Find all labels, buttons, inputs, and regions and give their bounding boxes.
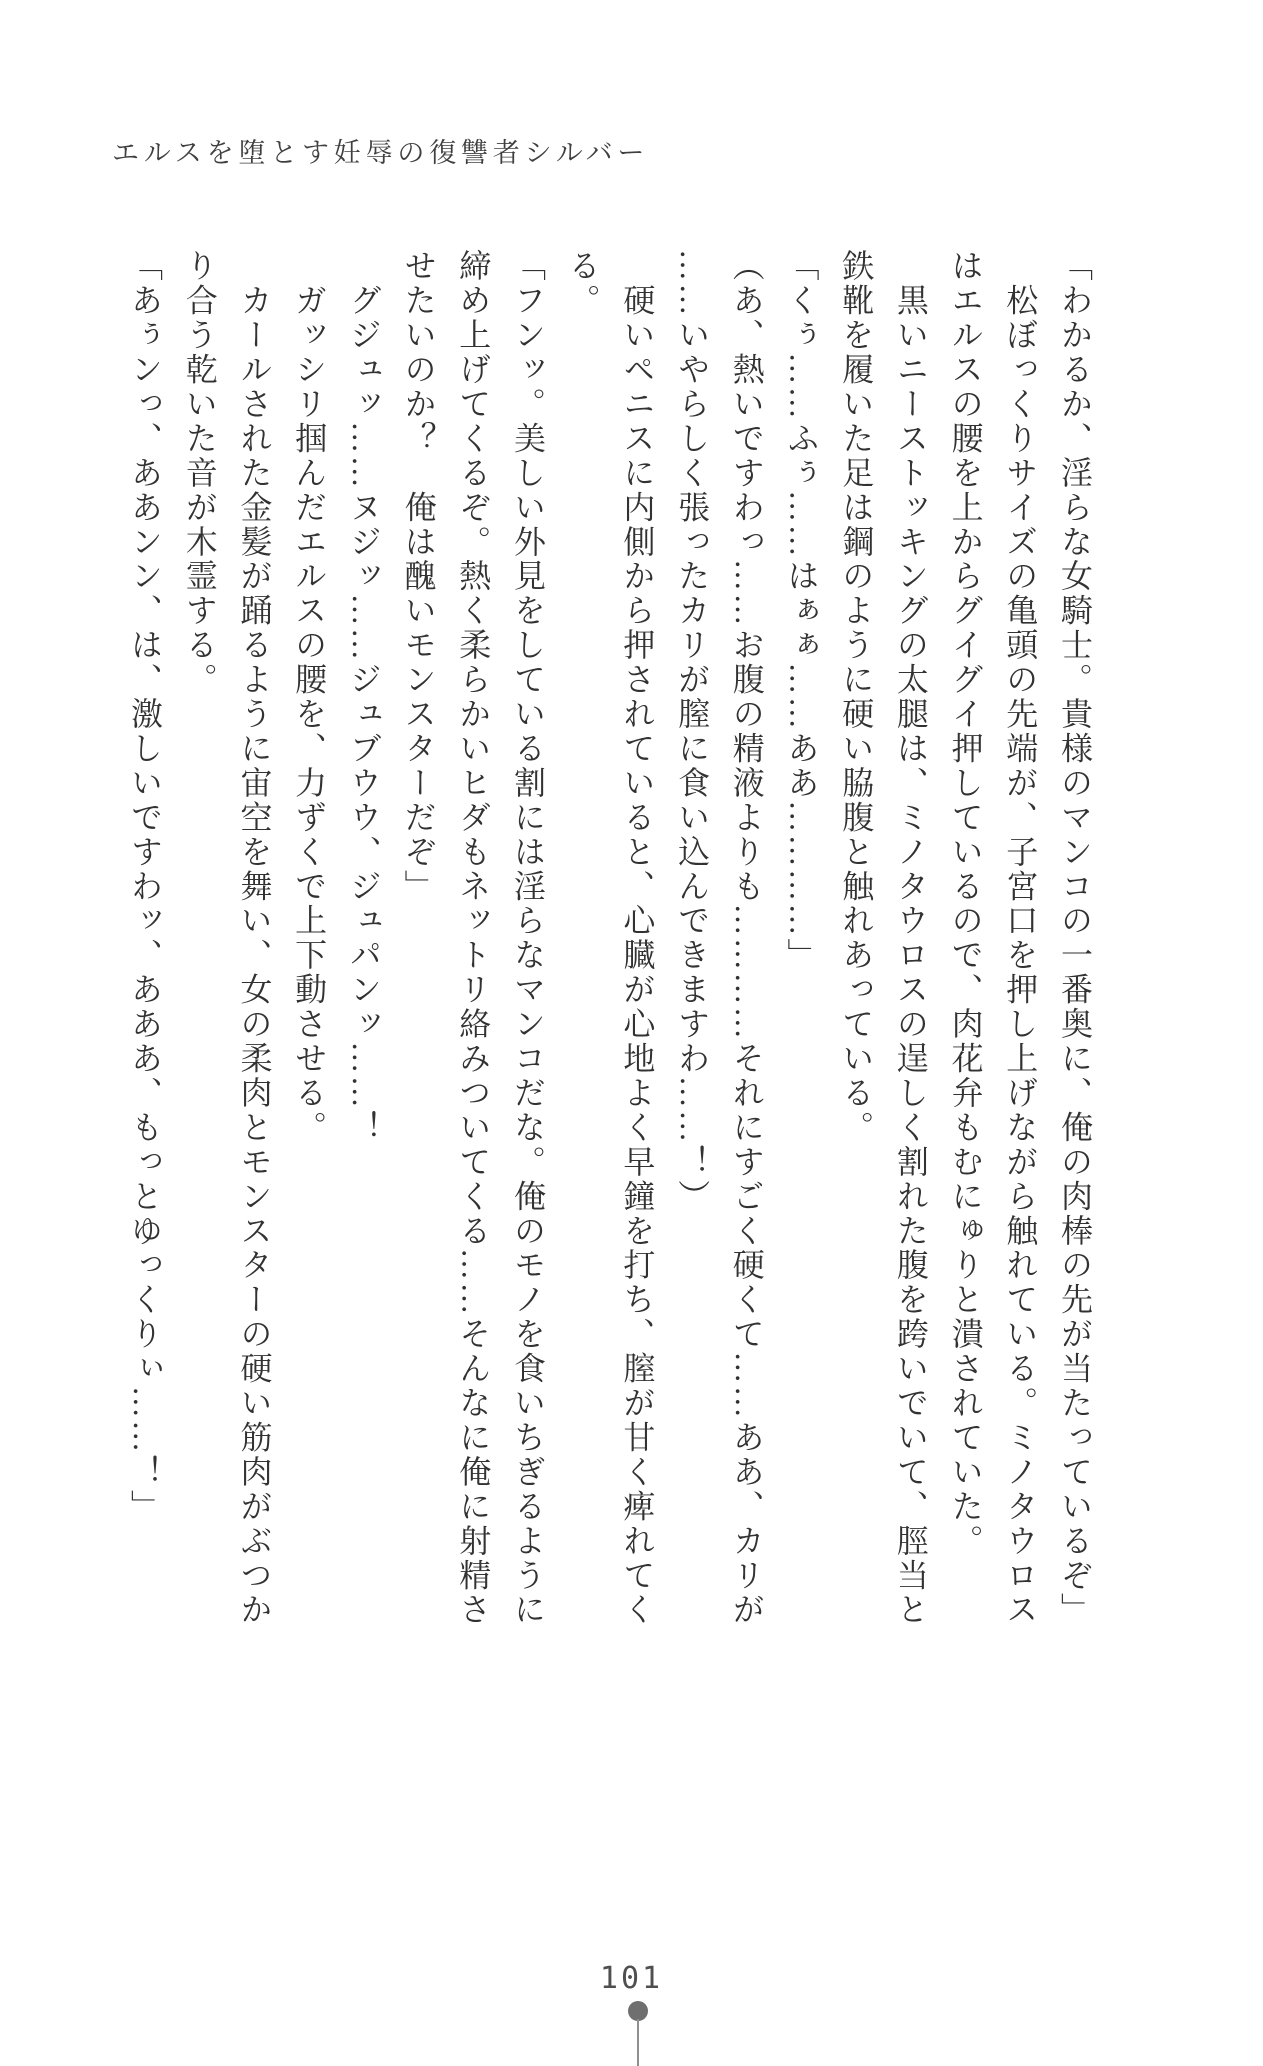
paragraph-dialogue-2: 「くぅ……ふぅ……はぁぁ……ああ…………」: [783, 249, 820, 973]
page-number: 101: [599, 1961, 664, 1996]
paragraph-dialogue-3: 「フンッ。美しい外見をしている割には淫らなマンコだな。俺のモノを食いちぎるように締め上げてくるぞ。熱く柔らかいヒダもネットリ絡みついてくる……そんなに俺に射精させたいのか？ 俺は醜いモンスターだぞ」: [400, 249, 546, 1627]
paragraph-narration-1: 松ぼっくりサイズの亀頭の先端が、子宮口を押し上げながら触れている。ミノタウロスはエルスの腰を上からグイグイ押しているので、肉花弁もむにゅりと潰されていた。: [947, 249, 1039, 1627]
footer-dot-ornament: [628, 2001, 648, 2021]
footer-line-ornament: [637, 2019, 639, 2066]
paragraph-sfx-1: グジュッ……ヌジッ……ジュブウウ、ジュパンッ……！: [345, 249, 382, 1145]
paragraph-narration-2: 黒いニーストッキングの太腿は、ミノタウロスの逞しく割れた腹を跨いでいて、脛当と鉄靴を履いた足は鋼のように硬い脇腹と触れあっている。: [838, 249, 929, 1627]
paragraph-narration-4: ガッシリ掴んだエルスの腰を、力ずくで上下動させる。: [291, 249, 328, 1145]
paragraph-narration-5: カールされた金髪が踊るように宙空を舞い、女の柔肉とモンスターの硬い筋肉がぶつかり合う乾いた音が木霊する。: [181, 249, 273, 1627]
running-header-title: エルスを堕とす妊辱の復讐者シルバー: [112, 138, 650, 168]
paragraph-dialogue-1: 「わかるか、淫らな女騎士。貴様のマンコの一番奥に、俺の肉棒の先が当たっているぞ」: [1057, 249, 1093, 1627]
paragraph-thought-1: （あ、熱いですわっ……お腹の精液よりも…………それにすごく硬くて……ああ、カリが……いやらしく張ったカリが膣に食い込んできますわ……！）: [674, 249, 765, 1627]
body-text: [117, 249, 1102, 1629]
paragraph-narration-3: 硬いペニスに内側から押されていると、心臓が心地よく早鐘を打ち、膣が甘く痺れてくる。: [564, 249, 656, 1627]
paragraph-dialogue-4: 「あぅンっ、ああンン、は、激しいですわッ、あああ、もっとゆっくりぃ……！」: [127, 249, 164, 1524]
